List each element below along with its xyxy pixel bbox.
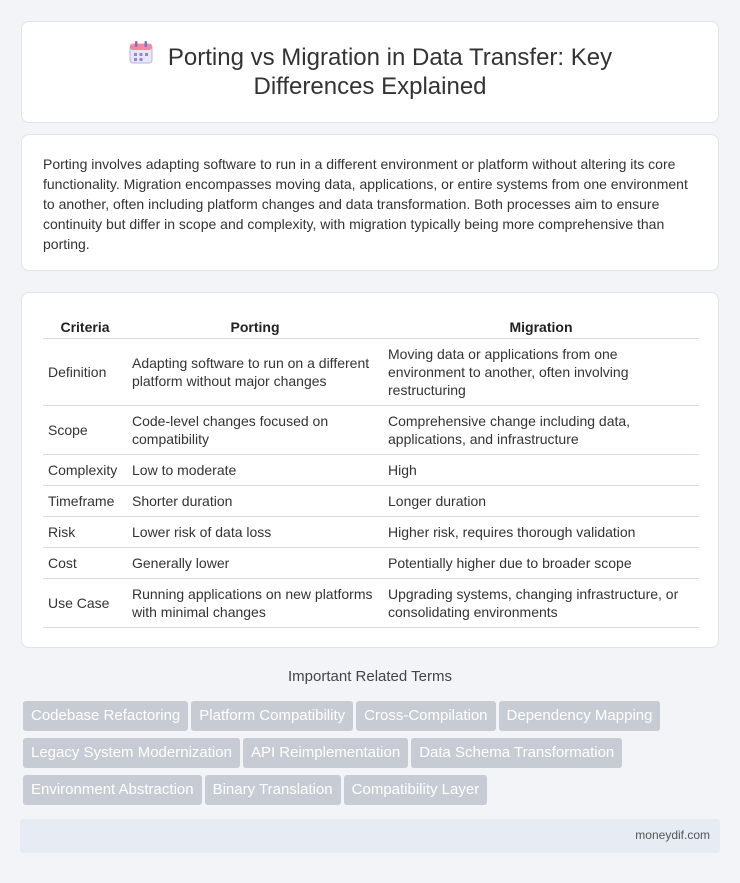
intro-card xyxy=(21,134,719,271)
related-term-tag[interactable]: Legacy System Modernization xyxy=(23,738,240,768)
cell-migration: Moving data or applications from one environment to another, often involving restructuring xyxy=(383,339,699,406)
cell-porting: Lower risk of data loss xyxy=(127,517,383,548)
cell-migration: Higher risk, requires thorough validation xyxy=(383,517,699,548)
page-title: Porting vs Migration in Data Transfer: Key Differences Explained xyxy=(167,44,613,100)
table-row xyxy=(43,455,699,486)
related-term-tag[interactable]: Codebase Refactoring xyxy=(23,701,188,731)
related-terms-title: Important Related Terms xyxy=(288,668,452,685)
cell-porting: Running applications on new platforms with minimal changes xyxy=(127,579,383,628)
table-row xyxy=(43,486,699,517)
cell-criteria: Cost xyxy=(43,548,127,579)
cell-criteria: Risk xyxy=(43,517,127,548)
cell-criteria: Definition xyxy=(43,339,127,406)
table-header-row xyxy=(43,314,699,339)
related-term-tag[interactable]: Compatibility Layer xyxy=(344,775,488,805)
cell-porting: Generally lower xyxy=(127,548,383,579)
related-term-tag[interactable]: Data Schema Transformation xyxy=(411,738,622,768)
table-row xyxy=(43,548,699,579)
cell-criteria: Scope xyxy=(43,406,127,455)
header-porting: Porting xyxy=(127,314,383,339)
table-row xyxy=(43,517,699,548)
cell-porting: Low to moderate xyxy=(127,455,383,486)
cell-migration: Longer duration xyxy=(383,486,699,517)
related-term-tag[interactable]: Binary Translation xyxy=(205,775,341,805)
table-row xyxy=(43,339,699,406)
cell-criteria: Complexity xyxy=(43,455,127,486)
related-term-tag[interactable]: Cross-Compilation xyxy=(356,701,495,731)
header-migration: Migration xyxy=(383,314,699,339)
title-card xyxy=(21,21,719,123)
cell-criteria: Use Case xyxy=(43,579,127,628)
related-term-tag[interactable]: Platform Compatibility xyxy=(191,701,353,731)
cell-migration: Upgrading systems, changing infrastructure, or consolidating environments xyxy=(383,579,699,628)
cell-migration: Comprehensive change including data, applications, and infrastructure xyxy=(383,406,699,455)
cell-porting: Code-level changes focused on compatibility xyxy=(127,406,383,455)
footer xyxy=(20,819,720,853)
header-criteria: Criteria xyxy=(43,314,127,339)
calendar-icon xyxy=(128,40,154,71)
footer-site[interactable]: moneydif.com xyxy=(635,828,710,842)
cell-porting: Shorter duration xyxy=(127,486,383,517)
cell-criteria: Timeframe xyxy=(43,486,127,517)
cell-porting: Adapting software to run on a different platform without major changes xyxy=(127,339,383,406)
comparison-card xyxy=(21,292,719,648)
table-row xyxy=(43,579,699,628)
related-term-tag[interactable]: Dependency Mapping xyxy=(499,701,661,731)
cell-migration: High xyxy=(383,455,699,486)
related-terms-list xyxy=(23,701,723,812)
related-term-tag[interactable]: Environment Abstraction xyxy=(23,775,202,805)
table-row xyxy=(43,406,699,455)
cell-migration: Potentially higher due to broader scope xyxy=(383,548,699,579)
intro-paragraph: Porting involves adapting software to run in a different environment or platform without altering its core functionality. Migration encompasses moving data, applications, or entire systems from one environment to another, often including platform changes and data transformation. Both processes aim to ensure continuity but differ in scope and complexity, with migration typically being more comprehensive than porting. xyxy=(43,156,688,252)
related-term-tag[interactable]: API Reimplementation xyxy=(243,738,408,768)
comparison-table xyxy=(43,314,699,628)
page-title-block xyxy=(70,43,670,101)
